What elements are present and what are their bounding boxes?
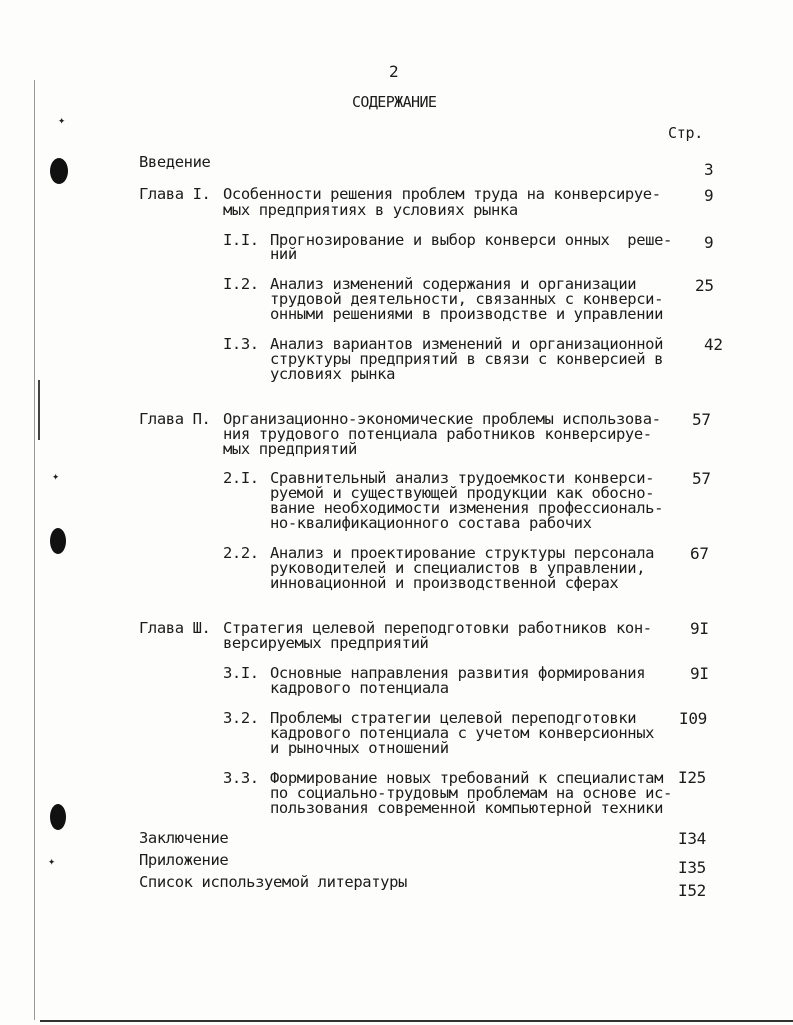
section-3-3-title-line-1: Формирование новых требований к специалистам: [270, 769, 663, 787]
punch-hole-middle: [50, 528, 66, 554]
bibliography-label: Список используемой литературы: [139, 873, 407, 891]
conclusion-label: Заключение: [139, 829, 229, 847]
section-3-3-title-line-2: по социально-трудовым проблемам на основе ис-: [270, 784, 672, 802]
chapter-1-title-line-2: мых предприятиях в условиях рынка: [223, 201, 518, 219]
section-1-2-title-line-3: онными решениями в производстве и управлении: [270, 305, 663, 323]
section-2-2-title-line-2: руководителей и специалистов в управлении,: [270, 559, 646, 577]
section-1-3-title-line-1: Анализ вариантов изменений и организационной: [270, 335, 663, 353]
section-3-2-title-line-1: Проблемы стратегии целевой переподготовки: [270, 709, 637, 727]
margin-smudge: [38, 380, 40, 440]
section-2-2-page: 67: [690, 544, 709, 563]
section-3-1-label: 3.I.: [223, 664, 259, 682]
chapter-2-title-line-1: Организационно-экономические проблемы использова-: [223, 410, 661, 428]
margin-star-icon: ✦: [52, 469, 60, 483]
chapter-3-page: 9I: [690, 619, 709, 638]
section-3-1-title-line-2: кадрового потенциала: [270, 679, 449, 697]
section-1-3-label: I.3.: [223, 335, 259, 353]
punch-hole-bottom: [50, 804, 66, 830]
appendix-page: I35: [678, 858, 706, 877]
section-2-2-title-line-1: Анализ и проектирование структуры персонала: [270, 544, 655, 562]
section-1-2-title-line-2: трудовой деятельности, связанных с конверси-: [270, 290, 663, 308]
section-2-1-label: 2.I.: [223, 469, 259, 487]
section-1-2-title-line-1: Анализ изменений содержания и организации: [270, 275, 637, 293]
punch-hole-top: [50, 158, 68, 184]
conclusion-page: I34: [678, 829, 706, 848]
margin-star-icon: ✦: [58, 113, 66, 127]
chapter-3-label: Глава Ш.: [139, 619, 211, 637]
chapter-2-page: 57: [692, 410, 711, 429]
section-2-1-title-line-1: Сравнительный анализ трудоемкости конверси-: [270, 469, 655, 487]
page-number: 2: [389, 62, 399, 81]
section-3-1-title-line-1: Основные направления развития формирования: [270, 664, 646, 682]
section-1-3-title-line-2: структуры предприятий в связи с конверсией в: [270, 350, 663, 368]
page-title: СОДЕРЖАНИЕ: [352, 93, 437, 111]
section-3-3-title-line-3: пользования современной компьютерной техники: [270, 799, 663, 817]
chapter-2-title-line-3: мых предприятий: [223, 440, 357, 458]
section-2-2-title-line-3: инновационной и производственной сферах: [270, 574, 619, 592]
section-2-1-title-line-4: но-квалификационного состава рабочих: [270, 514, 592, 532]
section-3-1-page: 9I: [690, 664, 709, 683]
chapter-1-label: Глава I.: [139, 185, 211, 203]
section-1-1-title-line-1: Прогнозирование и выбор конверси онных реше-: [270, 231, 672, 249]
chapter-1-page: 9: [704, 186, 714, 205]
entry-introduction-page: 3: [704, 160, 714, 179]
section-3-2-title-line-2: кадрового потенциала с учетом конверсионных: [270, 724, 655, 742]
entry-introduction-label: Введение: [139, 153, 211, 171]
section-2-2-label: 2.2.: [223, 544, 259, 562]
section-1-1-page: 9: [704, 233, 714, 252]
section-3-2-page: I09: [679, 709, 707, 728]
chapter-3-title-line-1: Стратегия целевой переподготовки работников кон-: [223, 619, 652, 637]
section-3-2-title-line-3: и рыночных отношений: [270, 739, 449, 757]
section-3-3-label: 3.3.: [223, 769, 259, 787]
section-2-1-title-line-3: вание необходимости изменения профессиональ-: [270, 499, 663, 517]
chapter-1-title-line-1: Особенности решения проблем труда на конверсируе-: [223, 185, 661, 203]
page-column-label: Стр.: [668, 124, 703, 142]
bibliography-page: I52: [678, 881, 706, 900]
section-1-3-title-line-3: условиях рынка: [270, 365, 396, 383]
section-3-2-label: 3.2.: [223, 709, 259, 727]
chapter-2-label: Глава П.: [139, 410, 211, 428]
section-1-2-label: I.2.: [223, 275, 259, 293]
bottom-rule: [40, 1020, 793, 1022]
section-1-3-page: 42: [704, 335, 723, 354]
appendix-label: Приложение: [139, 851, 229, 869]
margin-star-icon: ✦: [48, 854, 56, 868]
chapter-3-title-line-2: версируемых предприятий: [223, 634, 429, 652]
section-3-3-page: I25: [678, 768, 706, 787]
chapter-2-title-line-2: ния трудового потенциала работников конверсируе-: [223, 425, 652, 443]
section-2-1-page: 57: [692, 469, 711, 488]
section-1-1-title-line-2: ний: [270, 245, 297, 263]
section-1-2-page: 25: [695, 276, 714, 295]
margin-binding-line: [34, 80, 35, 1020]
section-1-1-label: I.I.: [223, 231, 259, 249]
section-2-1-title-line-2: руемой и существующей продукции как обосно-: [270, 484, 655, 502]
